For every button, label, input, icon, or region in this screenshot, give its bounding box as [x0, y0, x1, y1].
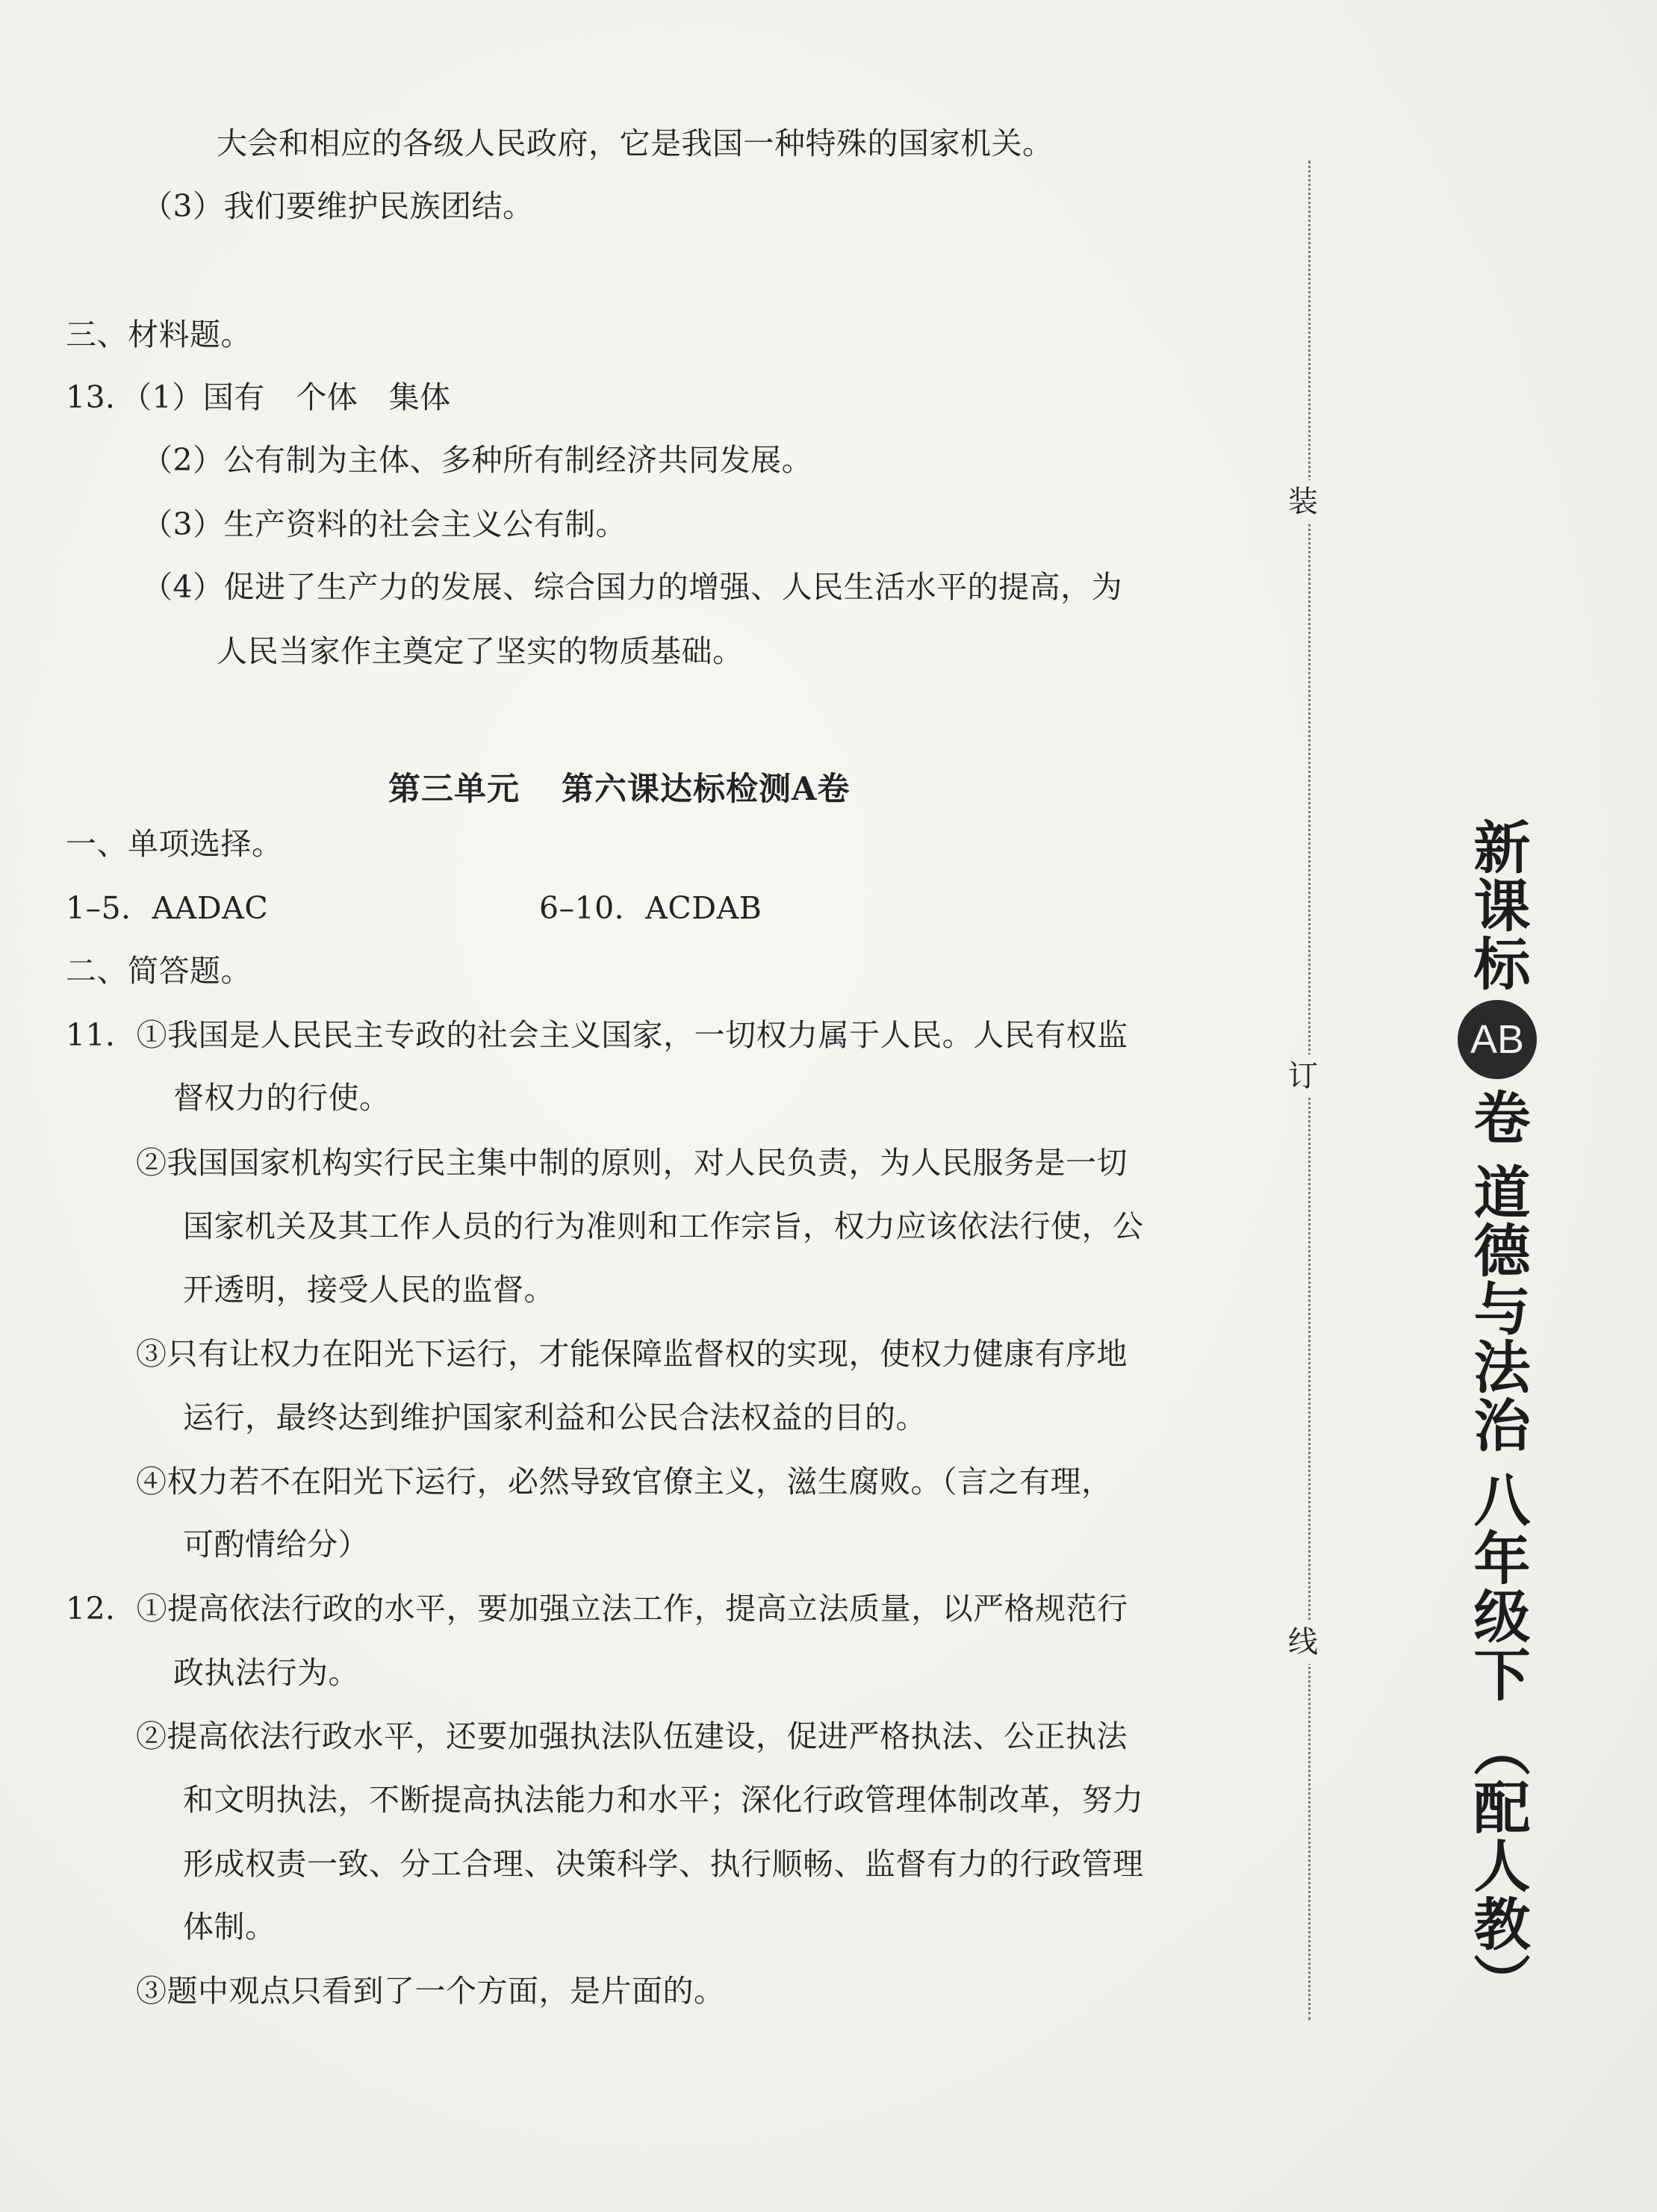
answer-line: 13．（1）国有 个体 集体 — [66, 379, 451, 415]
unit-label: 第三单元 — [388, 771, 520, 808]
ab-badge: AB — [1458, 1000, 1537, 1079]
answer-line: 政执法行为。 — [173, 1655, 359, 1691]
answer-line: 可酌情给分） — [183, 1526, 369, 1562]
answer-line: （2）公有制为主体、多种所有制经济共同发展。 — [142, 442, 813, 478]
section-heading-short-answer: 二、简答题。 — [66, 953, 252, 989]
answer-line: ③题中观点只看到了一个方面，是片面的。 — [136, 1973, 725, 2009]
lesson-label: 第六课达标检测A卷 — [562, 771, 851, 808]
section-heading-material: 三、材料题。 — [66, 317, 252, 352]
answer-choices-6-10: 6–10．ACDAB — [539, 890, 762, 926]
answer-line: 国家机关及其工作人员的行为准则和工作宗旨，权力应该依法行使，公 — [183, 1208, 1144, 1244]
answer-line: 督权力的行使。 — [173, 1080, 391, 1116]
lesson-title — [388, 763, 850, 815]
answer-line: ②我国国家机构实行民主集中制的原则，对人民负责，为人民服务是一切 — [136, 1145, 1128, 1181]
grade-label: 八年级下 — [1464, 1470, 1531, 1703]
answer-line: 开透明，接受人民的监督。 — [183, 1272, 555, 1308]
answer-line: ②提高依法行政水平，还要加强执法队伍建设，促进严格执法、公正执法 — [136, 1718, 1128, 1754]
answer-line: 和文明执法，不断提高执法能力和水平；深化行政管理体制改革，努力 — [183, 1782, 1144, 1818]
book-spine-title — [1445, 818, 1549, 2011]
answer-choices-1-5: 1–5．AADAC — [66, 890, 269, 926]
edition-label: （配人教） — [1464, 1720, 1531, 2011]
answer-line: 体制。 — [183, 1909, 276, 1945]
answer-line: ④权力若不在阳光下运行，必然导致官僚主义，滋生腐败。（言之有理， — [136, 1464, 1113, 1500]
answer-line: （4）促进了生产力的发展、综合国力的增强、人民生活水平的提高，为 — [142, 569, 1123, 605]
answer-line: ③只有让权力在阳光下运行，才能保障监督权的实现，使权力健康有序地 — [136, 1336, 1128, 1372]
series-title: 新课标 — [1464, 818, 1531, 992]
section-heading-choice: 一、单项选择。 — [66, 826, 283, 862]
binding-label-zhuang: 装 — [1288, 480, 1318, 524]
answer-line: 12．①提高依法行政的水平，要加强立法工作，提高立法质量，以严格规范行 — [66, 1591, 1128, 1627]
answer-line: 11．①我国是人民民主专政的社会主义国家，一切权力属于人民。人民有权监 — [66, 1017, 1128, 1053]
answer-line: 大会和相应的各级人民政府，它是我国一种特殊的国家机关。 — [217, 125, 1054, 161]
answer-line: 形成权责一致、分工合理、决策科学、执行顺畅、监督有力的行政管理 — [183, 1846, 1144, 1882]
juan-label: 卷 — [1464, 1088, 1531, 1146]
binding-label-ding: 订 — [1288, 1054, 1318, 1098]
answer-line: （3）我们要维护民族团结。 — [142, 188, 534, 224]
answer-line: 人民当家作主奠定了坚实的物质基础。 — [217, 633, 744, 669]
binding-label-xian: 线 — [1288, 1621, 1318, 1664]
subject-title: 道德与法治 — [1464, 1163, 1531, 1454]
answer-line: 运行，最终达到维护国家利益和公民合法权益的目的。 — [183, 1399, 927, 1435]
answer-line: （3）生产资料的社会主义公有制。 — [142, 506, 627, 542]
